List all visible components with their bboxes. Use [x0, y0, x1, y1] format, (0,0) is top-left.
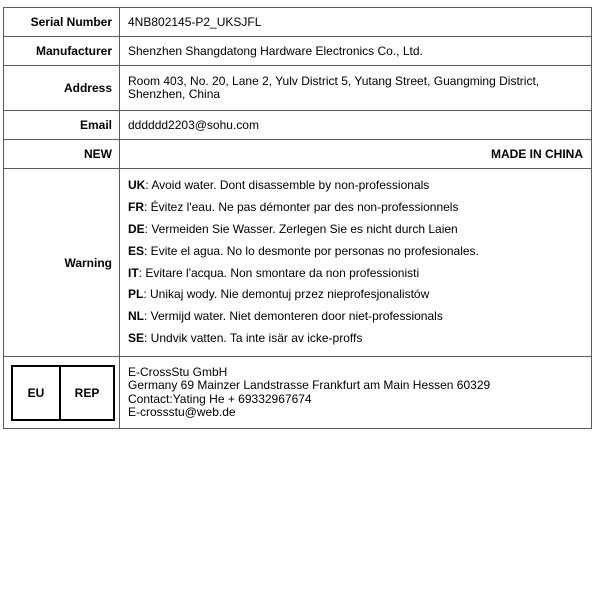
- warning-lang-se: SE: [128, 330, 145, 345]
- warning-text-uk: : Avoid water. Dont disassemble by non-professionals: [145, 178, 430, 193]
- eu-rep-address: Germany 69 Mainzer Landstrasse Frankfurt am Main Hessen 60329: [128, 378, 491, 392]
- warning-text-nl: : Vermijd water. Niet demonteren door niet-professionals: [144, 309, 443, 324]
- address-row: [4, 66, 592, 111]
- serial-number-row: [4, 8, 592, 37]
- address-label: Address: [4, 66, 120, 111]
- serial-number-label: Serial Number: [4, 8, 120, 37]
- manufacturer-label: Manufacturer: [4, 37, 120, 66]
- address-value: [120, 66, 592, 111]
- warning-row: [4, 169, 592, 357]
- eu-rep-email: E-crossstu@web.de: [128, 405, 236, 419]
- manufacturer-value: Shenzhen Shangdatong Hardware Electronics Co., Ltd.: [120, 37, 592, 66]
- email-row: [4, 111, 592, 140]
- warning-item-pl: [128, 284, 583, 306]
- eu-rep-symbol-cell: [4, 357, 120, 429]
- new-label: NEW: [4, 140, 120, 169]
- eu-rep-contact: Contact:Yating He + 69332967674: [128, 391, 312, 406]
- eu-rep-badge-eu: EU: [11, 365, 61, 421]
- warning-text-pl: : Unikaj wody. Nie demontuj przez nieprofesjonalistów: [143, 287, 430, 302]
- warning-text-it: : Evitare l'acqua. Non smontare da non professionisti: [138, 265, 420, 280]
- eu-rep-badge-rep: REP: [59, 365, 115, 421]
- address-line-2: Shenzhen, China: [128, 87, 221, 101]
- warning-item-uk: [128, 175, 583, 197]
- product-label-table: [3, 7, 592, 429]
- made-in-china-value: MADE IN CHINA: [120, 140, 592, 169]
- email-value: dddddd2203@sohu.com: [120, 111, 592, 140]
- warning-item-es: [128, 241, 583, 263]
- warning-list: [120, 169, 592, 357]
- warning-lang-nl: NL: [128, 309, 144, 324]
- warning-label: Warning: [4, 169, 120, 357]
- warning-lang-pl: PL: [128, 287, 144, 302]
- eu-rep-company: E-CrossStu GmbH: [128, 364, 228, 379]
- warning-item-it: [128, 263, 583, 285]
- manufacturer-row: [4, 37, 592, 66]
- warning-text-es: : Evite el agua. No lo desmonte por personas no profesionales.: [144, 243, 479, 258]
- eu-rep-details: [120, 357, 592, 429]
- warning-item-se: [128, 328, 583, 350]
- new-row: [4, 140, 592, 169]
- warning-text-de: : Vermeiden Sie Wasser. Zerlegen Sie es nicht durch Laien: [144, 221, 458, 236]
- warning-lang-es: ES: [128, 243, 145, 258]
- eu-rep-symbol: [11, 365, 115, 421]
- warning-lang-uk: UK: [128, 178, 146, 193]
- eu-rep-row: [4, 357, 592, 429]
- warning-lang-it: IT: [128, 265, 139, 280]
- serial-number-value: 4NB802145-P2_UKSJFL: [120, 8, 592, 37]
- address-line-1: Room 403, No. 20, Lane 2, Yulv District 5, Yutang Street, Guangming District,: [128, 73, 540, 88]
- email-label: Email: [4, 111, 120, 140]
- warning-item-fr: [128, 197, 583, 219]
- warning-lang-de: DE: [128, 221, 145, 236]
- warning-item-nl: [128, 306, 583, 328]
- warning-item-de: [128, 219, 583, 241]
- warning-text-fr: : Évitez l'eau. Ne pas démonter par des non-professionnels: [144, 200, 459, 215]
- warning-text-se: : Undvik vatten. Ta inte isär av icke-proffs: [144, 330, 363, 345]
- warning-lang-fr: FR: [128, 200, 144, 215]
